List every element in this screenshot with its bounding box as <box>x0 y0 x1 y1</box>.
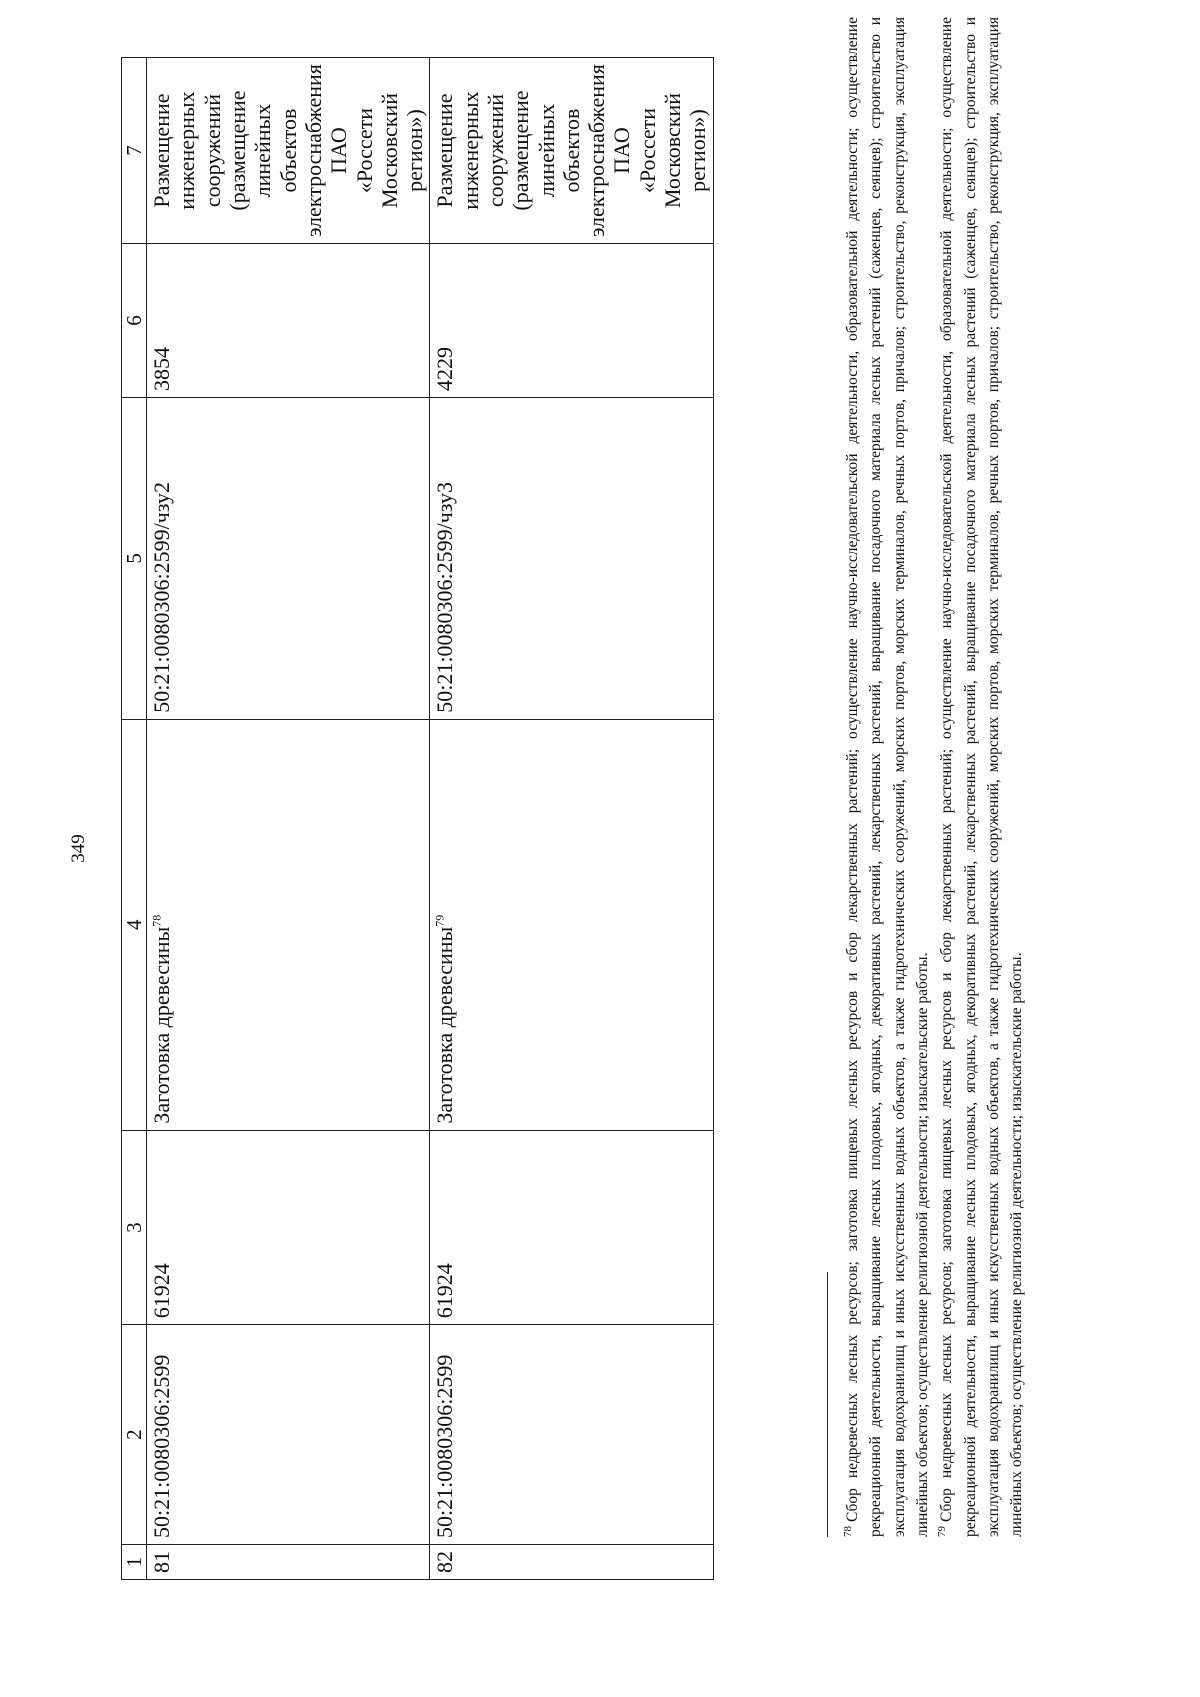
header-cell: 2 <box>122 1325 147 1545</box>
footnote-mark: 79 <box>936 1526 949 1537</box>
table-row <box>430 58 713 1580</box>
table-header-row <box>122 58 147 1580</box>
permitted-use: Заготовка древесины <box>432 926 458 1124</box>
row-number: 82 <box>430 1545 713 1580</box>
plot-area: 61924 <box>430 1130 713 1325</box>
header-cell: 6 <box>122 244 147 398</box>
zone-area: 3854 <box>147 244 430 398</box>
zone-number: 50:21:0080306:2599/чзу3 <box>430 398 713 720</box>
footnote-ref: 79 <box>433 914 448 927</box>
footnote-ref: 78 <box>149 914 164 927</box>
header-cell: 4 <box>122 719 147 1130</box>
purpose-line: (размещение линейных <box>508 90 559 211</box>
permitted-use-cell <box>147 719 430 1130</box>
purpose-line: электроснабжения ПАО <box>300 64 352 237</box>
header-cell: 5 <box>122 398 147 720</box>
page-number: 349 <box>68 834 89 863</box>
cadastral-number: 50:21:0080306:2599 <box>430 1325 713 1545</box>
purpose-line: «Россети Московский <box>634 92 686 209</box>
purpose-line: объектов <box>558 108 584 193</box>
table-row <box>147 58 430 1580</box>
footnote-text: Сбор недревесных лесных ресурсов; заготовка пищевых лесных ресурсов и сбор лекарственных растений; осуществление научно-исследовательской деятельности, образовательной деятельности; осуществление рекреационной деятельности, выращивание лесных плодовых, ягодных, декоративных растений, лекарственных растений, выращивание посадочного материала лесных растений (саженцев, сеянцев); строительство и эксплуатация водохранилищ и иных искусственных водных объектов, а также гидротехнических сооружений, морских портов, морских терминалов, речных портов, причалов; строительство, реконструкция, эксплуатация линейных объектов; осуществление религиозной деятельности; изыскательские работы. <box>844 17 931 1537</box>
row-number: 81 <box>147 1545 430 1580</box>
purpose-line: сооружений <box>199 93 225 208</box>
header-cell: 3 <box>122 1130 147 1325</box>
zone-number: 50:21:0080306:2599/чзу2 <box>147 398 430 720</box>
zone-area: 4229 <box>430 244 713 398</box>
header-cell: 1 <box>122 1545 147 1580</box>
purpose-line: инженерных <box>457 91 483 210</box>
purpose-line: (размещение линейных <box>225 90 276 211</box>
purpose-line: Размещение <box>149 93 175 208</box>
purpose-line: регион») <box>685 109 711 192</box>
purpose-cell <box>147 58 430 244</box>
purpose-line: «Россети Московский <box>351 92 402 209</box>
permitted-use-cell <box>430 719 713 1130</box>
header-cell: 7 <box>122 58 147 244</box>
permitted-use: Заготовка древесины <box>149 926 175 1124</box>
purpose-line: электроснабжения ПАО <box>584 64 635 237</box>
footnote-text: Сбор недревесных лесных ресурсов; заготовка пищевых лесных ресурсов и сбор лекарственных растений; осуществление научно-исследовательской деятельности, образовательной деятельности; осуществление рекреационной деятельности, выращивание лесных плодовых, ягодных, декоративных растений, лекарственных растений, выращивание посадочного материала лесных растений (саженцев, сеянцев); строительство и эксплуатация водохранилищ и иных искусственных водных объектов, а также гидротехнических сооружений, морских портов, морских терминалов, речных портов, причалов; строительство, реконструкция, эксплуатация линейных объектов; осуществление религиозной деятельности; изыскательские работы. <box>938 17 1026 1537</box>
footnote-mark: 78 <box>842 1526 854 1537</box>
purpose-line: сооружений <box>483 93 508 208</box>
cadastral-number: 50:21:0080306:2599 <box>147 1325 430 1545</box>
footnotes <box>840 17 1028 1537</box>
purpose-cell <box>430 58 713 244</box>
plot-area: 61924 <box>147 1130 430 1325</box>
footnote <box>840 17 934 1537</box>
land-plots-table <box>121 57 714 1580</box>
footnote-separator <box>827 1272 828 1537</box>
footnote <box>934 17 1028 1537</box>
purpose-line: инженерных <box>174 91 200 210</box>
purpose-line: регион») <box>402 109 428 192</box>
purpose-line: объектов <box>275 108 301 193</box>
purpose-line: Размещение <box>432 93 458 208</box>
